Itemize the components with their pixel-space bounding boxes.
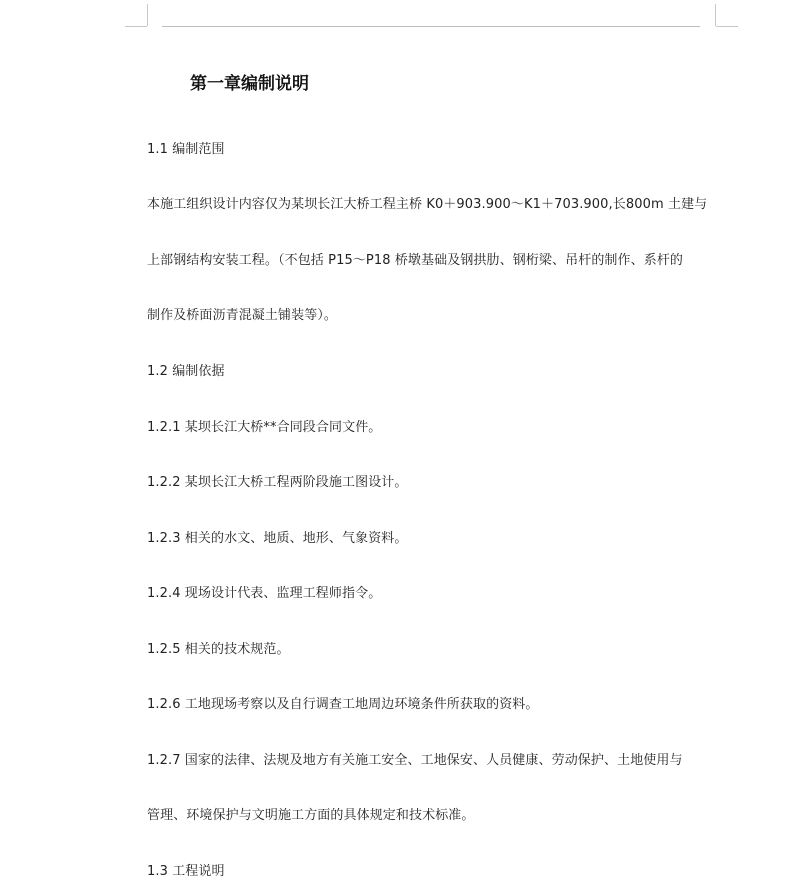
section-heading-1-2: 1.2 编制依据 xyxy=(147,364,225,379)
section-heading-1-3: 1.3 工程说明 xyxy=(147,864,225,878)
paragraph-line: 本施工组织设计内容仅为某坝长江大桥工程主桥 K0＋903.900～K1＋703.900,长800m 土建与 xyxy=(147,197,708,212)
list-item: 1.2.3 相关的水文、地质、地形、气象资料。 xyxy=(147,531,408,546)
chapter-title: 第一章编制说明 xyxy=(190,74,309,94)
list-item: 1.2.4 现场设计代表、监理工程师指令。 xyxy=(147,586,382,601)
crop-mark-top-right-horizontal xyxy=(716,26,738,27)
paragraph-line: 管理、环境保护与文明施工方面的具体规定和技术标准。 xyxy=(147,808,475,823)
list-item: 1.2.2 某坝长江大桥工程两阶段施工图设计。 xyxy=(147,475,408,490)
paragraph-line: 制作及桥面沥青混凝土铺装等）。 xyxy=(147,308,338,323)
list-item: 1.2.5 相关的技术规范。 xyxy=(147,642,290,657)
list-item: 1.2.6 工地现场考察以及自行调查工地周边环境条件所获取的资料。 xyxy=(147,697,539,712)
crop-mark-top-left-horizontal xyxy=(125,26,147,27)
section-heading-1-1: 1.1 编制范围 xyxy=(147,142,225,157)
crop-mark-top-left-vertical xyxy=(147,4,148,26)
crop-mark-top-right-vertical xyxy=(715,4,716,26)
header-rule xyxy=(162,26,700,27)
list-item: 1.2.7 国家的法律、法规及地方有关施工安全、工地保安、人员健康、劳动保护、土地使用与 xyxy=(147,753,683,768)
list-item: 1.2.1 某坝长江大桥**合同段合同文件。 xyxy=(147,420,382,435)
paragraph-line: 上部钢结构安装工程。（不包括 P15～P18 桥墩基础及钢拱肋、钢桁梁、吊杆的制作、系杆的 xyxy=(147,253,684,268)
